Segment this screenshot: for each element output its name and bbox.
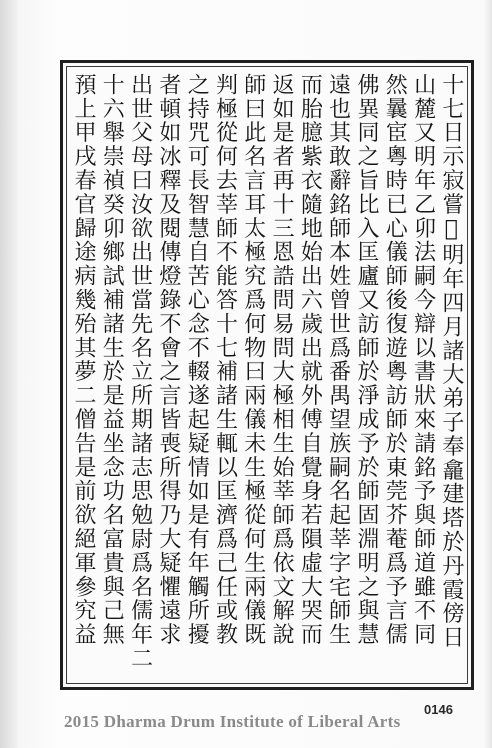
text-columns	[69, 73, 465, 677]
text-column-2: 山麓又明年乙卯法嗣今辯以書狀來請銘予與師道雖不同	[410, 73, 436, 647]
text-column-8: 師曰此名言耳太極究爲何物曰兩儀未生極從何生兩儀既	[240, 73, 266, 647]
watermark: 2015 Dharma Drum Institute of Liberal Arts	[64, 712, 401, 731]
text-column-11: 者頓如冰釋及閱傳燈錄不會之言皆喪所得乃大疑懼遠求	[155, 73, 181, 647]
book-gutter-shadow	[0, 0, 18, 748]
page-number: 0146	[424, 702, 453, 717]
text-column-9: 判極從何去莘師不能答十七補諸生輒以匡濟爲己任或教	[212, 73, 238, 647]
text-column-1: 十七日示寂嘗𦍤明年四月諸大弟子奉龕建塔於丹霞傍日	[438, 73, 464, 650]
text-column-5: 遠也其敢辭銘師本姓曾世爲番禺望族嗣名起莘字宅師生	[325, 73, 351, 647]
text-column-14: 預上甲戌春官歸途病幾殆其夢二僧告是前欲絕軍參究益	[71, 73, 96, 647]
text-column-7: 返如是者再十三恩誥問易問大極相生始莘師爲依文解說	[269, 73, 295, 647]
text-column-4: 佛異同之旨比入匡廬又訪師於淨成予於師固淵明之與慧	[353, 73, 379, 647]
text-frame-border	[60, 60, 474, 690]
text-column-10: 之持咒可長智慧自苦心念不輟遂起疑情如是有年觸所擾	[184, 73, 210, 647]
text-column-13: 十六舉崇禎癸卯鄉試補諸生於是益坐念功名富貴與己無	[99, 73, 125, 647]
text-column-12: 出世父母曰汝欲出世當先名立所期諸志思勉尉爲名儒年二	[127, 73, 153, 671]
text-column-6: 而胎臆紫衣隨地始出六歲出就外傅自覺身若隕虛大哭而	[297, 73, 323, 647]
page-edge-shadow	[484, 0, 492, 748]
text-column-3: 然曩宦粵時已心儀師後復遊粵訪師於東莞芥菴爲予言儒	[382, 73, 408, 647]
